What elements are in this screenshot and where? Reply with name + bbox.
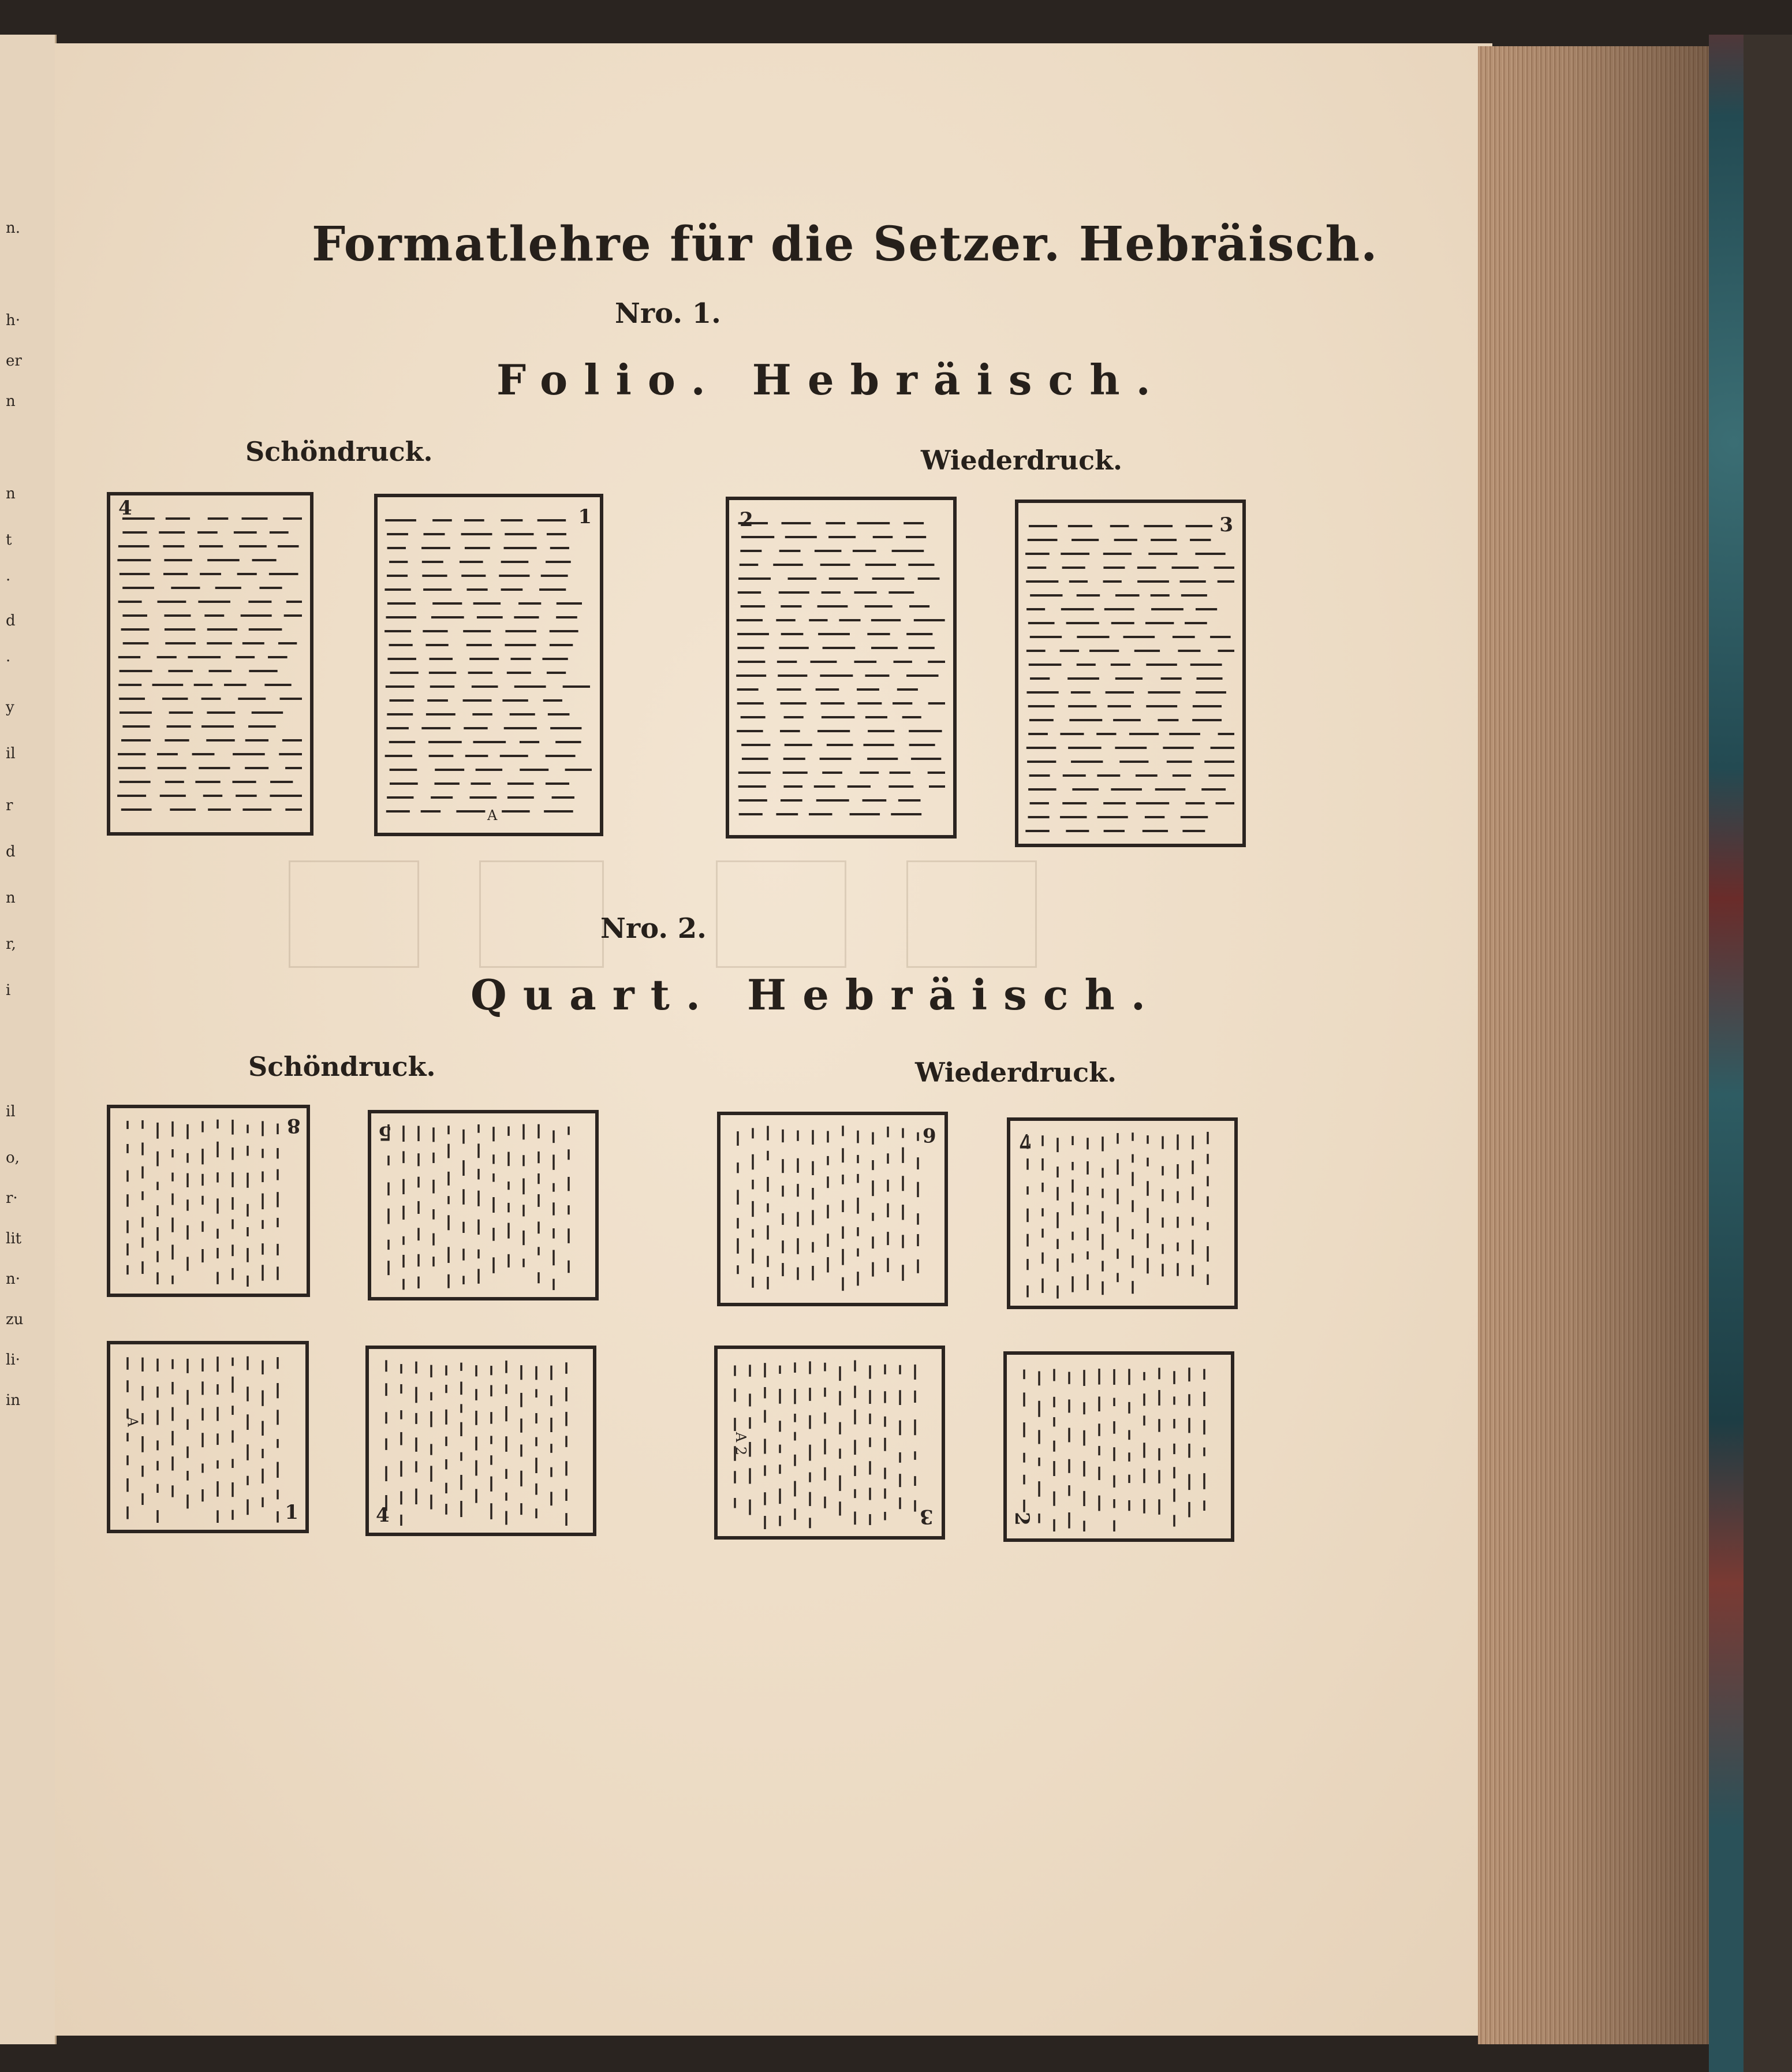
page-number: 1 [285,1501,298,1524]
folio-page-box [107,492,313,836]
page-number: 5 [378,1121,392,1145]
margin-text-fragment: t [6,531,12,549]
margin-text-fragment: i [6,982,11,999]
text-line-dashes [729,500,953,835]
show-through [289,860,419,968]
margin-text-fragment: d [6,843,16,860]
signature-mark: A [487,807,498,823]
margin-text-fragment: zu [6,1311,24,1328]
text-line-dashes [1018,503,1242,844]
margin-text-fragment: er [6,352,22,370]
page-title: Formatlehre für die Setzer. Hebräisch. [312,217,1379,272]
page-number: 8 [287,1114,301,1137]
page-number: 2 [1010,1512,1033,1526]
margin-text-fragment: d [6,612,16,629]
section1-schoendruck-label: Schöndruck. [245,436,433,467]
margin-text-fragment: il [6,745,16,762]
margin-text-fragment: in [6,1392,21,1409]
margin-text-fragment: r, [6,936,16,953]
show-through [479,860,604,968]
section2-schoendruck-label: Schöndruck. [248,1051,436,1082]
quart-page-box [107,1105,310,1297]
margin-text-fragment: n [6,485,16,502]
margin-text-fragment: h· [6,312,21,329]
section2-heading: Quart. Hebräisch. [471,970,1162,1019]
show-through [906,860,1037,968]
quart-page-box [107,1341,309,1533]
margin-text-fragment: r· [6,1190,18,1207]
quart-page-box [717,1112,948,1306]
page-number: 1 [578,505,592,528]
page-number: 4 [376,1504,390,1527]
quart-page-box [368,1110,599,1300]
text-line-ticks [720,1115,944,1303]
text-line-ticks [1007,1355,1231,1538]
margin-text-fragment: · [6,653,11,670]
fore-edge [1478,46,1709,2044]
quart-page-box [1007,1117,1238,1309]
margin-text-fragment: n. [6,219,21,237]
marbled-cover [1709,35,1792,2072]
margin-text-fragment: y [6,699,14,716]
quart-page-box [1003,1351,1234,1542]
folio-page-box [726,497,957,839]
text-line-ticks [1010,1121,1234,1306]
section2-wiederdruck-label: Wiederdruck. [915,1057,1117,1088]
text-line-ticks [718,1349,942,1536]
section1-wiederdruck-label: Wiederdruck. [921,445,1122,476]
section2-number: Nro. 2. [600,912,707,945]
quart-page-box [714,1346,945,1540]
margin-text-fragment: il [6,1103,16,1120]
page-number: 7 [1018,1129,1032,1152]
previous-page-edge [0,35,57,2044]
page-number: 3 [1219,513,1233,536]
margin-text-fragment: n [6,393,16,410]
margin-text-fragment: lit [6,1230,22,1247]
page-number: 3 [920,1505,934,1528]
folio-page-box [1015,500,1246,847]
margin-text-fragment: li· [6,1351,20,1369]
section1-heading: Folio. Hebräisch. [496,355,1167,404]
text-line-ticks [110,1344,305,1530]
text-line-dashes [378,497,600,833]
book-page [55,43,1492,2036]
text-line-dashes [110,495,310,832]
margin-text-fragment: n [6,889,16,907]
page-number: 6 [923,1123,936,1146]
page-number: 4 [118,497,132,520]
margin-text-fragment: n· [6,1270,21,1288]
folio-page-box [374,494,603,836]
signature-mark: A [124,1417,141,1427]
margin-text-fragment: o, [6,1149,20,1167]
signature-mark: A 2 [733,1432,749,1456]
text-line-ticks [369,1349,593,1533]
text-line-ticks [371,1113,595,1297]
margin-text-fragment: · [6,572,11,589]
section1-number: Nro. 1. [615,297,721,330]
page-number: 2 [740,508,753,531]
margin-text-fragment: r [6,797,13,814]
text-line-ticks [110,1108,307,1294]
quart-page-box [365,1346,596,1536]
show-through [716,860,846,968]
